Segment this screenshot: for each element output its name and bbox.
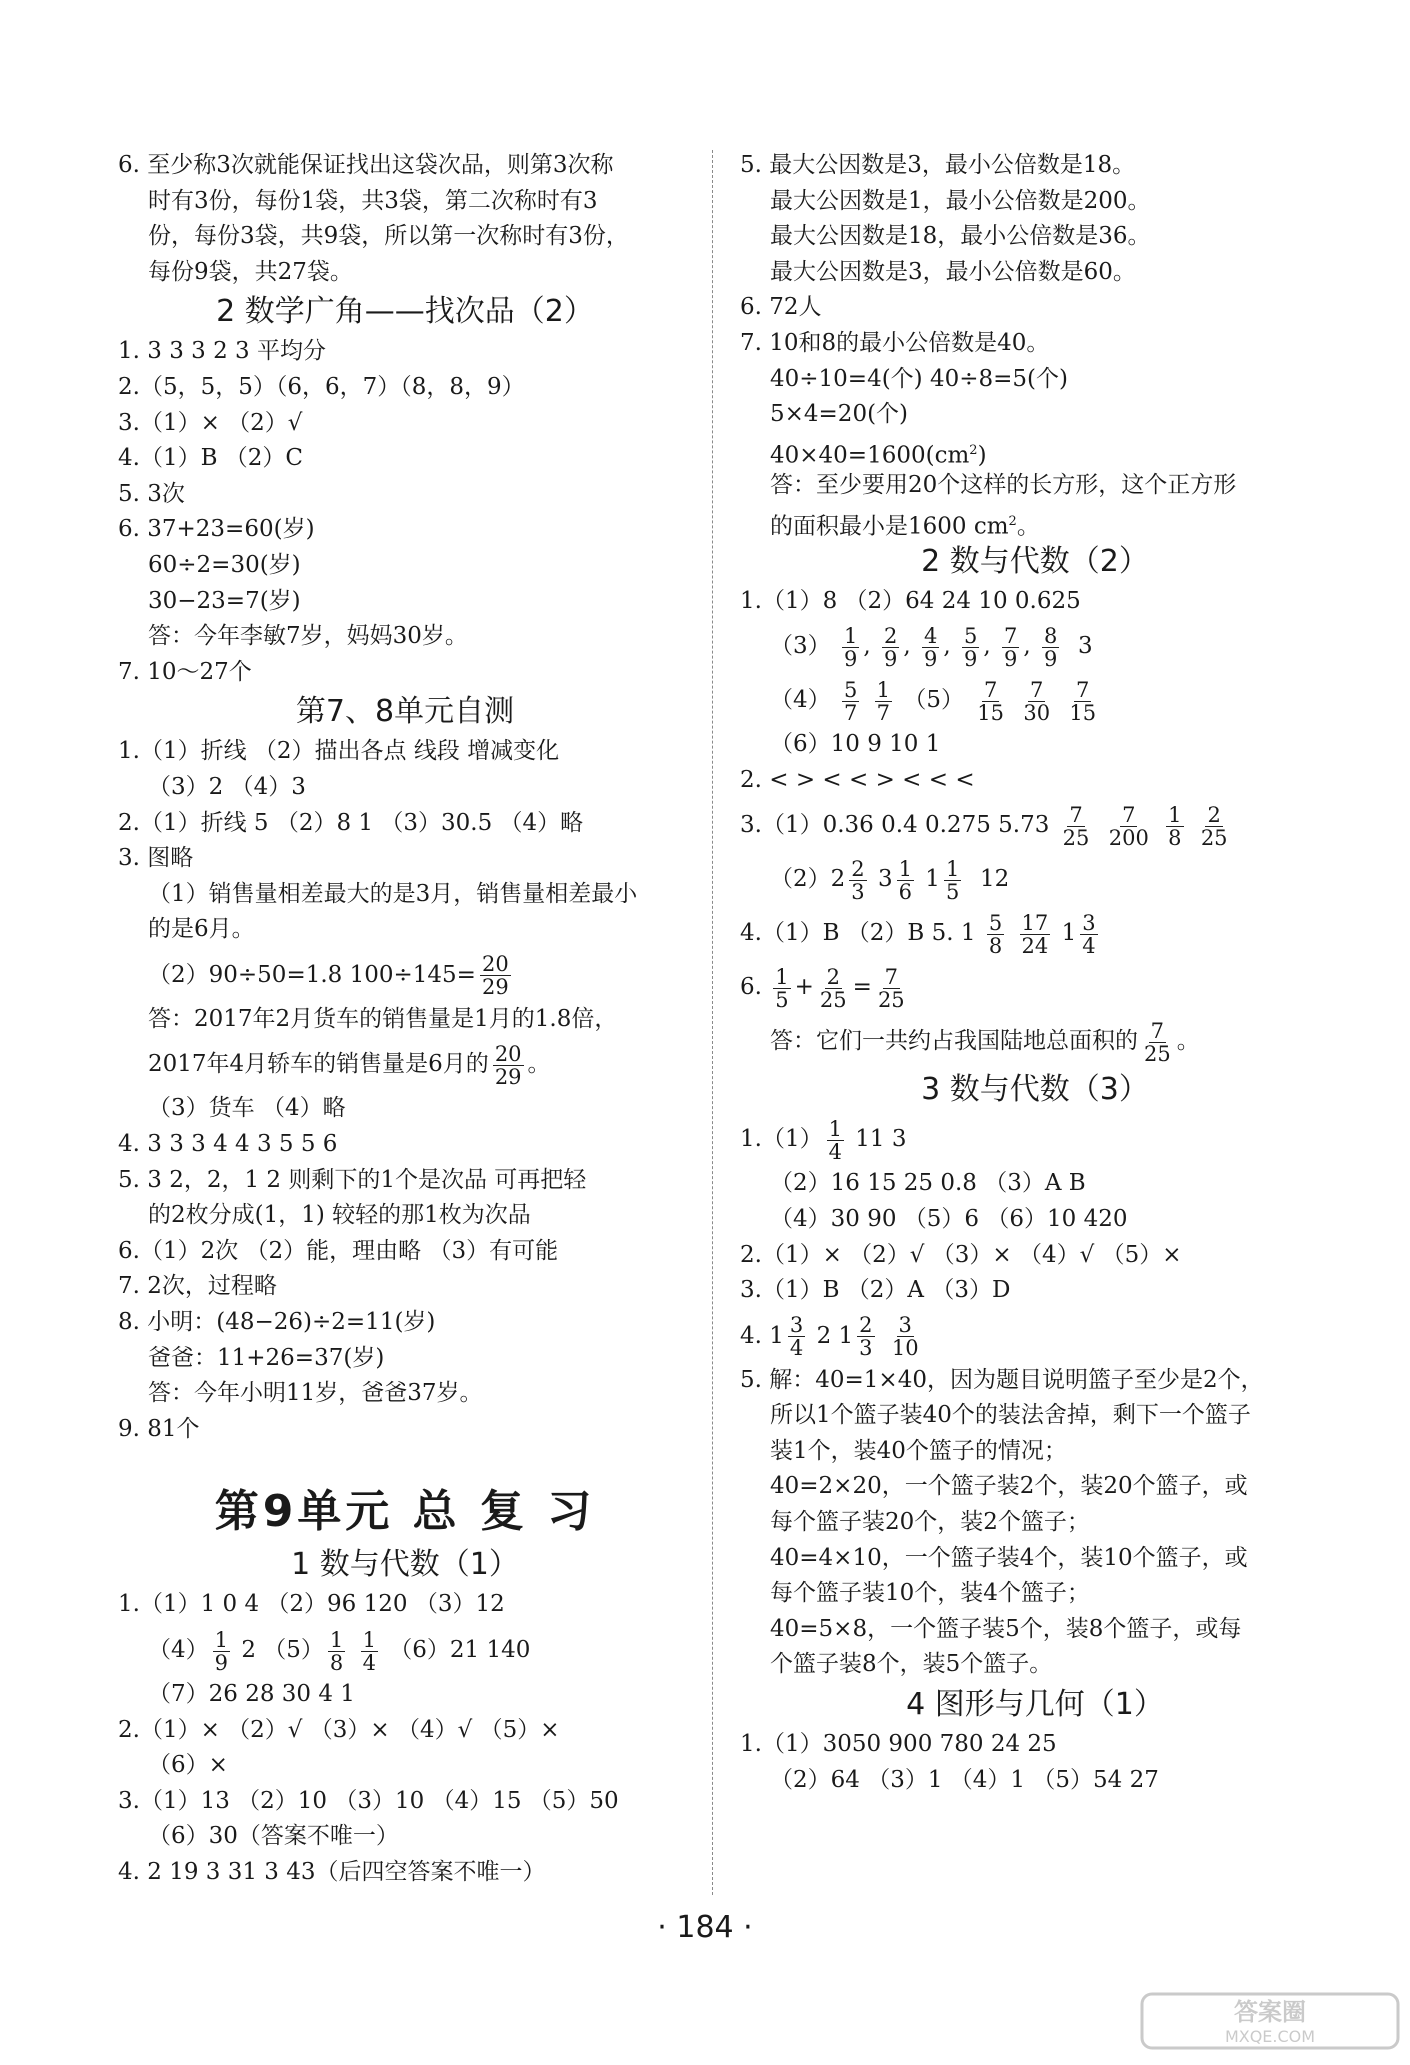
column-separator xyxy=(712,150,713,1895)
fraction xyxy=(1067,679,1098,724)
answer-line: （3）货车 （4）略 xyxy=(148,1095,346,1122)
answer-text: 1.（1） xyxy=(740,1126,823,1153)
answer-line: 40=2×20，一个篮子装2个，装20个篮子，或 xyxy=(770,1473,1248,1500)
answer-line xyxy=(740,673,1330,727)
denominator: 10 xyxy=(891,1336,919,1361)
fraction xyxy=(944,858,961,903)
fraction xyxy=(818,966,849,1011)
answer-line: 2.（1）× （2）√ （3）× （4）√ （5）× xyxy=(740,1241,1182,1268)
numerator: 2 xyxy=(826,964,840,989)
answer-text: （2）2 xyxy=(770,866,846,893)
answer-line: 每个篮子装10个，装4个篮子； xyxy=(770,1580,1090,1607)
answer-line: 60÷2=30(岁) xyxy=(148,551,301,578)
answer-text: 6. xyxy=(740,974,762,1001)
numerator: 3 xyxy=(789,1313,804,1338)
answer-line: 40=4×10，一个篮子装4个，装10个篮子，或 xyxy=(770,1544,1248,1571)
answer-line: 1.（1）3050 900 780 24 25 xyxy=(740,1731,1057,1758)
fraction xyxy=(1107,804,1151,849)
fraction xyxy=(493,1043,524,1088)
answer-line xyxy=(118,1623,692,1677)
answer-line: 答：至少要用20个这样的长方形，这个正方形 xyxy=(770,472,1237,499)
denominator: 7 xyxy=(843,700,858,725)
numerator: 1 xyxy=(775,964,789,989)
answer-line: 2.（1）× （2）√ （3）× （4）√ （5）× xyxy=(118,1716,560,1743)
answer-text: 40×40=1600(cm xyxy=(770,442,970,469)
fraction xyxy=(213,1629,230,1674)
text-line: 份，每份3袋，共9袋，所以第一次称时有3份， xyxy=(148,223,629,250)
answer-line: 6. 72人 xyxy=(740,294,822,321)
answer-line: 7. 10和8的最小公倍数是40。 xyxy=(740,329,1050,356)
denominator: 29 xyxy=(481,975,509,1000)
denominator: 25 xyxy=(1200,825,1228,850)
denominator: 7 xyxy=(876,700,891,725)
fraction xyxy=(882,625,899,670)
answer-line: 个篮子装8个，装5个篮子。 xyxy=(770,1651,1053,1678)
answer-line: （4）30 90 （5）6 （6）10 420 xyxy=(770,1205,1128,1232)
numerator: 5 xyxy=(963,623,978,648)
numerator: 2 xyxy=(851,856,865,881)
denominator: 9 xyxy=(214,1650,229,1675)
answer-line: 最大公因数是1，最小公倍数是200。 xyxy=(770,187,1151,214)
denominator: 5 xyxy=(775,987,789,1012)
answer-text: （3） xyxy=(770,633,831,660)
answer-line xyxy=(740,798,1330,852)
answer-line: 3.（1）× （2）√ xyxy=(118,409,303,436)
answer-line: 5. 解：40=1×40，因为题目说明篮子至少是2个， xyxy=(740,1366,1264,1393)
answer-line: 的是6月。 xyxy=(148,916,255,943)
answer-line: 答：今年李敏7岁，妈妈30岁。 xyxy=(148,623,468,650)
fraction xyxy=(1042,625,1059,670)
answer-line: 最大公因数是18，最小公倍数是36。 xyxy=(770,223,1151,250)
answer-text: 12 xyxy=(979,866,1010,893)
denominator: 25 xyxy=(1062,825,1090,850)
answer-line: 1.（1）折线 （2）描出各点 线段 增减变化 xyxy=(118,738,560,765)
answer-text: （6）21 140 xyxy=(389,1637,531,1663)
numerator: 7 xyxy=(1150,1018,1165,1043)
numerator: 1 xyxy=(898,856,912,881)
fraction xyxy=(842,679,859,724)
denominator: 9 xyxy=(1043,646,1058,671)
answer-line: 30−23=7(岁) xyxy=(148,587,301,614)
answer-line: （2）64 （3）1 （4）1 （5）54 27 xyxy=(770,1766,1159,1793)
answer-line: （7）26 28 30 4 1 xyxy=(148,1681,355,1707)
answer-text: 3 xyxy=(1077,633,1093,660)
answer-line xyxy=(740,433,1330,469)
fraction xyxy=(1021,679,1052,724)
calc-text: （2）90÷50=1.8 100÷145= xyxy=(148,961,476,988)
answer-line xyxy=(740,852,1330,906)
answer-line: 3.（1）B （2）A （3）D xyxy=(740,1277,1011,1304)
fraction xyxy=(1166,804,1183,849)
fraction xyxy=(1080,912,1097,957)
numerator: 4 xyxy=(923,623,938,648)
answer-line: 6. 37+23=60(岁) xyxy=(118,516,315,543)
denominator: 29 xyxy=(494,1064,522,1089)
answer-line: 爸爸：11+26=37(岁) xyxy=(148,1344,385,1371)
denominator: 24 xyxy=(1021,933,1049,958)
section-heading: 2 数学广角——找次品（2） xyxy=(216,294,594,330)
numerator: 1 xyxy=(828,1116,842,1141)
answer-text: 2 （5） xyxy=(241,1637,324,1663)
answer-line: 3. 图略 xyxy=(118,845,194,872)
answer-line: 5. 3次 xyxy=(118,480,185,507)
denominator: 6 xyxy=(898,879,912,904)
svg-text:答案圈: 答案圈 xyxy=(1234,1998,1306,2026)
denominator: 200 xyxy=(1108,825,1149,850)
fraction xyxy=(1199,804,1230,849)
fraction xyxy=(773,966,790,1011)
numerator: 7 xyxy=(1122,802,1136,827)
numerator: 20 xyxy=(494,1041,522,1066)
denominator: 4 xyxy=(828,1139,842,1164)
answer-line xyxy=(740,906,1330,960)
answer-text: 3 xyxy=(877,866,893,893)
answer-line: 2.（1）折线 5 （2）8 1 （3）30.5 （4）略 xyxy=(118,809,584,836)
denominator: 8 xyxy=(988,933,1003,958)
answer-line: 7. 10～27个 xyxy=(118,658,252,685)
answer-text: 的面积最小是1600 cm xyxy=(770,513,1009,540)
answer-text: 。 xyxy=(1016,513,1040,540)
numerator: 5 xyxy=(843,677,858,702)
numerator: 1 xyxy=(362,1627,376,1652)
superscript: 2 xyxy=(969,442,978,458)
answer-line: 4. 3 3 3 4 4 3 5 5 6 xyxy=(118,1131,338,1158)
section-heading: 2 数与代数（2） xyxy=(921,543,1149,579)
answer-line: （3）2 （4）3 xyxy=(148,773,306,800)
fraction xyxy=(1061,804,1092,849)
unit-title: 第9单元 总 复 习 xyxy=(214,1486,596,1538)
section-heading: 3 数与代数（3） xyxy=(921,1072,1149,1108)
fraction xyxy=(890,1314,921,1359)
answer-line: 9. 81个 xyxy=(118,1415,200,1442)
answer-line: 答：今年小明11岁，爸爸37岁。 xyxy=(148,1380,483,1407)
answer-text: （4） xyxy=(770,687,831,714)
fraction xyxy=(897,858,914,903)
denominator: 25 xyxy=(819,987,847,1012)
answer-line: 6. $\frac{1}{5}$ + $\frac{2}{25}$ = $\frac{7}{25}$ xyxy=(740,964,905,1012)
denominator: 3 xyxy=(851,879,865,904)
numerator: 3 xyxy=(898,1313,912,1338)
fraction xyxy=(1020,912,1051,957)
text-line: 每份9袋，共27袋。 xyxy=(148,258,353,285)
numerator: 7 xyxy=(1069,802,1083,827)
denominator: 9 xyxy=(843,646,858,671)
fraction xyxy=(975,679,1006,724)
fraction xyxy=(1002,625,1019,670)
answer-text: 4.（1）B （2）B 5. 1 xyxy=(740,920,976,947)
fraction xyxy=(876,966,907,1011)
numerator: 17 xyxy=(1021,910,1049,935)
answer-line: 2. < > < < > < < < xyxy=(740,766,975,793)
denominator: 9 xyxy=(923,646,938,671)
left-column xyxy=(118,148,692,1891)
fraction xyxy=(361,1629,378,1674)
answer-text: 2 1 xyxy=(816,1322,854,1349)
numerator: 1 xyxy=(1168,802,1182,827)
numerator: 2 xyxy=(1207,802,1221,827)
denominator: 4 xyxy=(1082,933,1096,958)
fraction xyxy=(849,858,866,903)
denominator: 5 xyxy=(945,879,960,904)
numerator: 7 xyxy=(884,964,898,989)
answer-line: （1）销售量相差最大的是3月，销售量相差最小 xyxy=(148,880,638,907)
numerator: 7 xyxy=(1030,677,1044,702)
fraction xyxy=(875,679,892,724)
answer-line: 最大公因数是3，最小公倍数是60。 xyxy=(770,258,1136,285)
numerator: 7 xyxy=(1003,623,1018,648)
answer-line xyxy=(118,948,692,1002)
numerator: 2 xyxy=(859,1313,873,1338)
numerator: 1 xyxy=(843,623,858,648)
answer-line: 1. 3 3 3 2 3 平均分 xyxy=(118,338,326,365)
denominator: 30 xyxy=(1023,700,1051,725)
answer-line: 4.（1）B （2）C xyxy=(118,445,304,472)
answer-line: （2）16 15 25 0.8 （3）A B xyxy=(770,1170,1086,1197)
answer-line: 7. 2次，过程略 xyxy=(118,1273,277,1300)
denominator: 25 xyxy=(877,987,905,1012)
answer-line xyxy=(740,504,1330,540)
answer-text: 4. 1 xyxy=(740,1322,784,1349)
fraction xyxy=(1142,1020,1173,1065)
numerator: 5 xyxy=(988,910,1003,935)
answer-line: 每个篮子装20个，装2个篮子； xyxy=(770,1509,1090,1536)
answer-line: 3.（1）13 （2）10 （3）10 （4）15 （5）50 xyxy=(118,1787,619,1814)
denominator: 25 xyxy=(1144,1041,1171,1066)
numerator: 1 xyxy=(945,856,960,881)
numerator: 8 xyxy=(1043,623,1058,648)
numerator: 7 xyxy=(1076,677,1090,702)
numerator: 3 xyxy=(1082,910,1096,935)
denominator: 9 xyxy=(963,646,978,671)
fraction xyxy=(922,625,939,670)
page-number: · 184 · xyxy=(657,1910,753,1945)
denominator: 4 xyxy=(789,1336,804,1361)
answer-line: 40=5×8，一个篮子装5个，装8个篮子，或每 xyxy=(770,1615,1242,1642)
answer-line: 5×4=20(个) xyxy=(770,401,909,428)
numerator: 1 xyxy=(214,1627,229,1652)
denominator: 8 xyxy=(1168,825,1182,850)
text-line: 6. 至少称3次就能保证找出这袋次品，则第3次称 xyxy=(118,152,614,178)
answer-line: 答：它们一共约占我国陆地总面积的 $\frac{7}{25}$ 。 xyxy=(770,1018,1200,1066)
watermark-logo xyxy=(1140,1990,1400,2052)
answer-line: （6）10 9 10 1 xyxy=(770,731,941,758)
denominator: 9 xyxy=(1003,646,1018,671)
answer-line: 2017年4月轿车的销售量是6月的 $\frac{20}{29}$ 。 xyxy=(148,1041,551,1089)
numerator: 7 xyxy=(983,677,998,702)
answer-line: 装1个，装40个篮子的情况； xyxy=(770,1437,1067,1464)
answer-line: 所以1个篮子装40个的装法舍掉，剩下一个篮子 xyxy=(770,1402,1251,1429)
answer-line: 8. 小明：(48−26)÷2=11(岁) xyxy=(118,1309,436,1336)
denominator: 9 xyxy=(883,646,898,671)
fraction xyxy=(788,1314,805,1359)
right-column xyxy=(740,148,1330,1798)
numerator: 20 xyxy=(481,952,509,977)
answer-text: 答：它们一共约占我国陆地总面积的 xyxy=(770,1028,1138,1055)
answer-line: 1.（1）8 （2）64 24 10 0.625 xyxy=(740,587,1081,614)
answer-line: （6）× xyxy=(148,1752,228,1779)
numerator: 2 xyxy=(883,623,898,648)
answer-line xyxy=(740,1112,1330,1166)
section-heading: 4 图形与几何（1） xyxy=(906,1687,1164,1723)
answer-line: 6.（1）2次 （2）能，理由略 （3）有可能 xyxy=(118,1237,559,1264)
fraction xyxy=(480,953,511,998)
answer-text: 11 3 xyxy=(855,1126,907,1153)
fraction xyxy=(328,1629,345,1674)
answer-line: （6）30（答案不唯一） xyxy=(148,1823,399,1850)
answer-line: 40÷10=4(个) 40÷8=5(个) xyxy=(770,365,1068,392)
denominator: 15 xyxy=(977,700,1005,725)
section-heading: 1 数与代数（1） xyxy=(291,1547,519,1583)
superscript: 2 xyxy=(1008,513,1017,529)
answer-line: 5. 3 2，2，1 2 则剩下的1个是次品 可再把轻 xyxy=(118,1166,587,1193)
fraction xyxy=(987,912,1004,957)
answer-text: 1 xyxy=(925,866,940,893)
fraction xyxy=(827,1118,844,1163)
answer-line: （3） $\frac{1}{9}$ , $\frac{2}{9}$ , $\frac{4}{9}$ , $\frac{5}{9}$ , $\frac{7}{9}$ , $\frac{8}{9}$ 3 xyxy=(770,623,1093,671)
answer-text: （4） xyxy=(148,1637,209,1663)
answer-line: 答：2017年2月货车的销售量是1月的1.8倍， xyxy=(148,1005,618,1032)
numerator: 1 xyxy=(329,1627,344,1652)
numerator: 1 xyxy=(876,677,891,702)
fraction xyxy=(857,1314,874,1359)
answer-line xyxy=(740,1309,1330,1363)
fraction xyxy=(842,625,859,670)
text-line: 时有3份，每份1袋，共3袋，第二次称时有3 xyxy=(148,187,598,214)
answer-text: 3.（1）0.36 0.4 0.275 5.73 xyxy=(740,812,1050,839)
svg-text:MXQE.COM: MXQE.COM xyxy=(1224,2027,1316,2046)
denominator: 3 xyxy=(859,1336,873,1361)
answer-text: 1 xyxy=(1061,920,1077,947)
denominator: 8 xyxy=(329,1650,344,1675)
answer-line: 4. 2 19 3 31 3 43（后四空答案不唯一） xyxy=(118,1858,546,1885)
answer-text: （5） xyxy=(903,687,964,714)
denominator: 15 xyxy=(1069,700,1097,725)
section-heading: 第7、8单元自测 xyxy=(295,694,515,730)
answer-text: ) xyxy=(977,442,987,469)
answer-line: 的2枚分成(1，1) 较轻的那1枚为次品 xyxy=(148,1202,531,1229)
answer-line: 1.（1）1 0 4 （2）96 120 （3）12 xyxy=(118,1591,505,1618)
fraction xyxy=(962,625,979,670)
answer-text: 2017年4月轿车的销售量是6月的 xyxy=(148,1051,489,1078)
denominator: 4 xyxy=(362,1650,376,1675)
answer-line: 5. 最大公因数是3，最小公倍数是18。 xyxy=(740,152,1136,178)
answer-line: 2.（5，5，5）（6，6，7）（8，8，9） xyxy=(118,373,525,400)
